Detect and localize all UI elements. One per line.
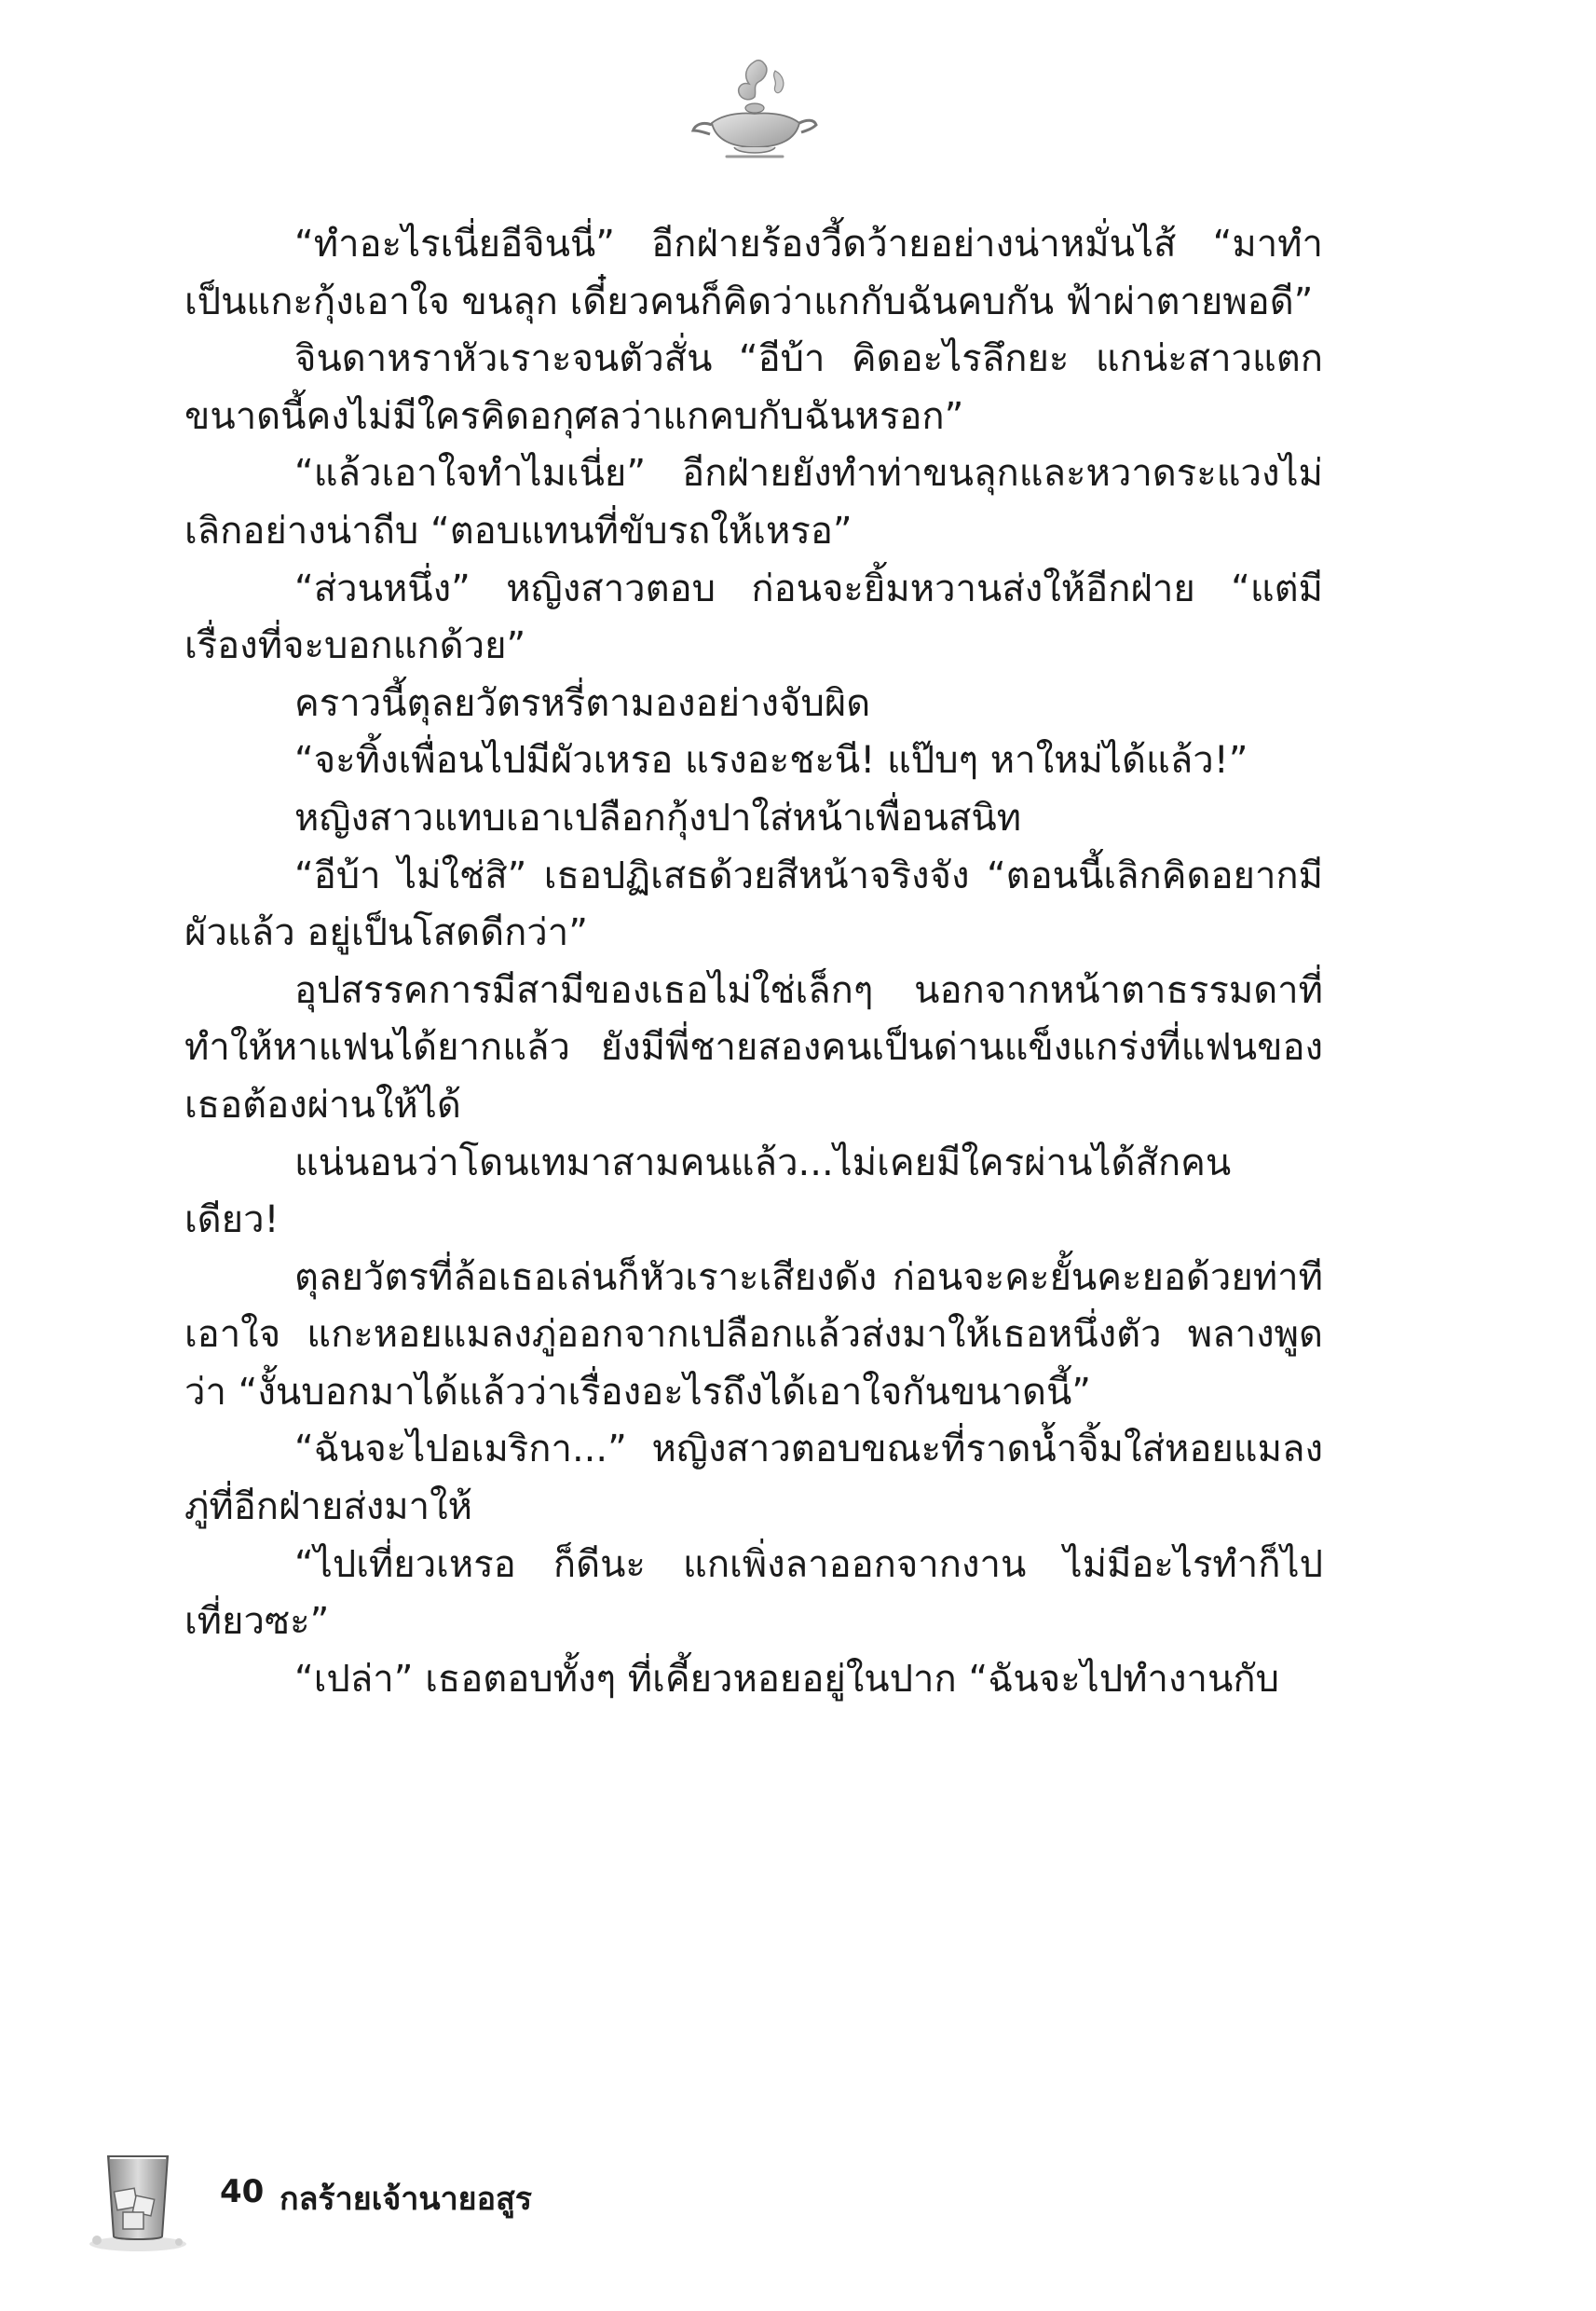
paragraph: “จะทิ้งเพื่อนไปมีผัวเหรอ แรงอะชะนี! แป๊บๆ หาใหม่ได้แล้ว!” [294,739,1248,783]
paragraph: คราวนี้ตุลยวัตรหรี่ตามองอย่างจับผิด [294,681,871,725]
page-number: 40 [220,2173,265,2210]
paragraph: “ส่วนหนึ่ง” หญิงสาวตอบ ก่อนจะยิ้มหวานส่งให้อีกฝ่าย “แต่มีเรื่องที่จะบอกแกด้วย” [184,567,1323,668]
paragraph: “เปล่า” เธอตอบทั้งๆ ที่เคี้ยวหอยอยู่ในปาก “ฉันจะไปทำงานกับ [294,1657,1279,1701]
paragraph: “ฉันจะไปอเมริกา...” หญิงสาวตอบขณะที่ราดน้ำจิ้มใส่หอยแมลงภู่ที่อีกฝ่ายส่งมาให้ [184,1428,1323,1529]
paragraph: หญิงสาวแทบเอาเปลือกกุ้งปาใส่หน้าเพื่อนสนิท [294,796,1022,840]
paragraph: “แล้วเอาใจทำไมเนี่ย” อีกฝ่ายยังทำท่าขนลุกและหวาดระแวงไม่เลิกอย่างน่าถีบ “ตอบแทนที่ขับรถให้เหรอ” [184,452,1323,553]
paragraph: ตุลยวัตรที่ล้อเธอเล่นก็หัวเราะเสียงดัง ก่อนจะคะยั้นคะยอด้วยท่าทีเอาใจ แกะหอยแมลงภู่ออกจากเปลือกแล้วส่งมาให้เธอหนึ่งตัว พลางพูดว่า “งั้นบอกมาได้แล้วว่าเรื่องอะไรถึงได้เอาใจกันขนาดนี้” [184,1255,1323,1414]
paragraph: จินดาหราหัวเราะจนตัวสั่น “อีบ้า คิดอะไรลึกยะ แกน่ะสาวแตกขนาดนี้คงไม่มีใครคิดอกุศลว่าแกคบกับฉันหรอก” [184,337,1323,438]
magic-lamp-icon [689,54,820,166]
body-text [184,216,1323,1708]
paragraph: “อีบ้า ไม่ใช่สิ” เธอปฏิเสธด้วยสีหน้าจริงจัง “ตอนนี้เลิกคิดอยากมีผัวแล้ว อยู่เป็นโสดดีกว่า” [184,854,1323,955]
glass-with-ice-icon [82,2143,194,2255]
paragraph: “ไปเที่ยวเหรอ ก็ดีนะ แกเพิ่งลาออกจากงาน ไม่มีอะไรทำก็ไปเที่ยวซะ” [184,1542,1323,1644]
book-title: กลร้ายเจ้านายอสูร [280,2181,533,2218]
paragraph: แน่นอนว่าโดนเทมาสามคนแล้ว...ไม่เคยมีใครผ่านได้สักคนเดียว! [184,1141,1232,1242]
paragraph: อุปสรรคการมีสามีของเธอไม่ใช่เล็กๆ นอกจากหน้าตาธรรมดาที่ทำให้หาแฟนได้ยากแล้ว ยังมีพี่ชายสองคนเป็นด่านแข็งแกร่งที่แฟนของเธอต้องผ่านให้ได้ [184,968,1323,1127]
paragraph: “ทำอะไรเนี่ยอีจินนี่” อีกฝ่ายร้องวี้ดว้ายอย่างน่าหมั่นไส้ “มาทำเป็นแกะกุ้งเอาใจ ขนลุก เดี๋ยวคนก็คิดว่าแกกับฉันคบกัน ฟ้าผ่าตายพอดี” [184,223,1323,323]
page-footer [0,2143,1596,2274]
